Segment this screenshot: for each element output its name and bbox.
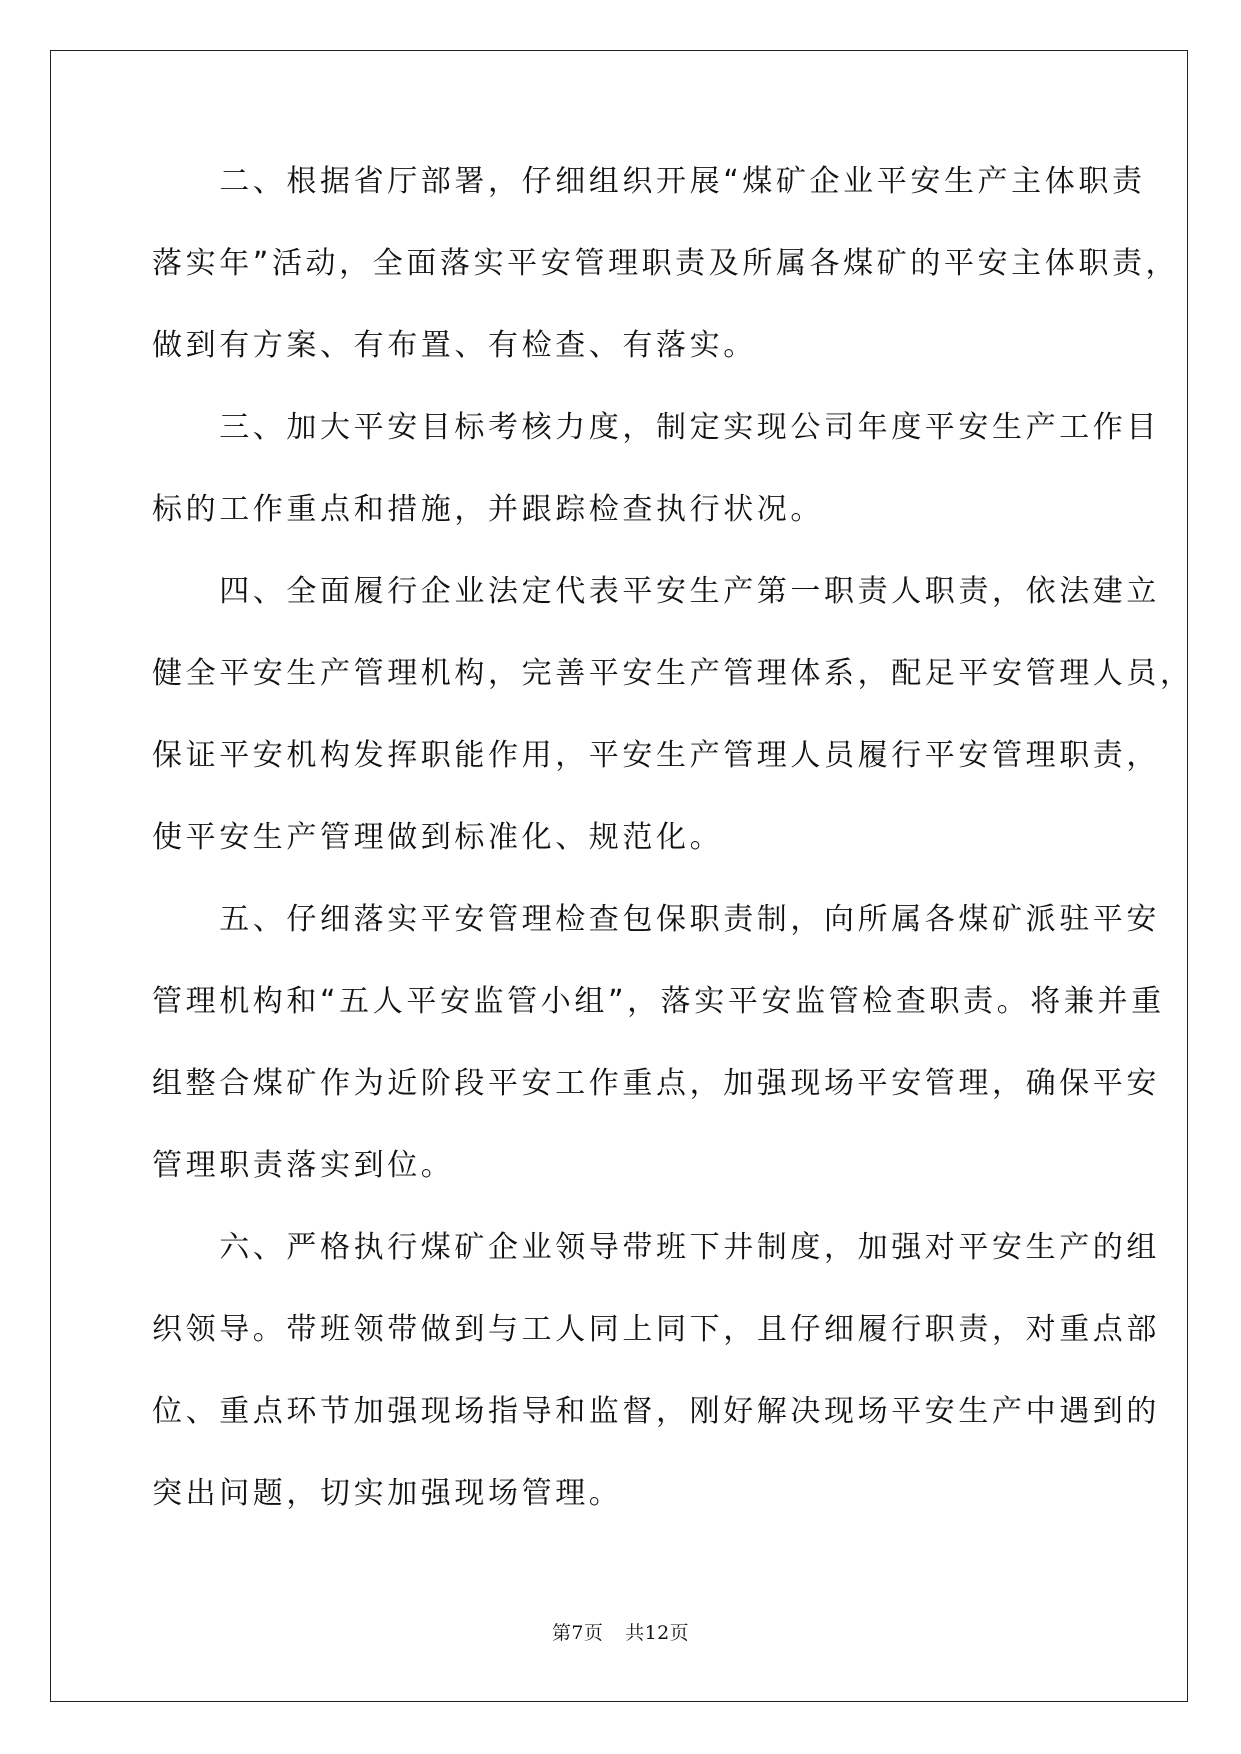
text-line: 组整合煤矿作为近阶段平安工作重点，加强现场平安管理，确保平安 xyxy=(152,1066,1160,1101)
text-line: 六、严格执行煤矿企业领导带班下井制度，加强对平安生产的组 xyxy=(152,1230,1160,1265)
text-line: 落实年”活动，全面落实平安管理职责及所属各煤矿的平安主体职责， xyxy=(152,246,1180,281)
text-line: 管理职责落实到位。 xyxy=(152,1148,455,1183)
page-footer xyxy=(0,1618,1241,1645)
text-line: 健全平安生产管理机构，完善平安生产管理体系，配足平安管理人员， xyxy=(152,656,1194,691)
page-number: 第7页 xyxy=(552,1622,604,1644)
text-line: 使平安生产管理做到标准化、规范化。 xyxy=(152,820,724,855)
text-line: 标的工作重点和措施，并跟踪检查执行状况。 xyxy=(152,492,824,527)
text-line: 位、重点环节加强现场指导和监督，刚好解决现场平安生产中遇到的 xyxy=(152,1394,1160,1429)
document-body xyxy=(152,164,1194,1558)
text-line: 织领导。带班领带做到与工人同上同下，且仔细履行职责，对重点部 xyxy=(152,1312,1160,1347)
text-line: 四、全面履行企业法定代表平安生产第一职责人职责，依法建立 xyxy=(152,574,1160,609)
text-line: 二、根据省厅部署，仔细组织开展“煤矿企业平安生产主体职责 xyxy=(152,164,1146,199)
text-line: 管理机构和“五人平安监管小组”，落实平安监管检查职责。将兼并重 xyxy=(152,984,1165,1019)
text-line: 五、仔细落实平安管理检查包保职责制，向所属各煤矿派驻平安 xyxy=(152,902,1160,937)
text-line: 突出问题，切实加强现场管理。 xyxy=(152,1476,623,1511)
page-total: 共12页 xyxy=(625,1622,689,1644)
text-line: 三、加大平安目标考核力度，制定实现公司年度平安生产工作目 xyxy=(152,410,1160,445)
text-line: 保证平安机构发挥职能作用，平安生产管理人员履行平安管理职责， xyxy=(152,738,1160,773)
text-line: 做到有方案、有布置、有检查、有落实。 xyxy=(152,328,757,363)
